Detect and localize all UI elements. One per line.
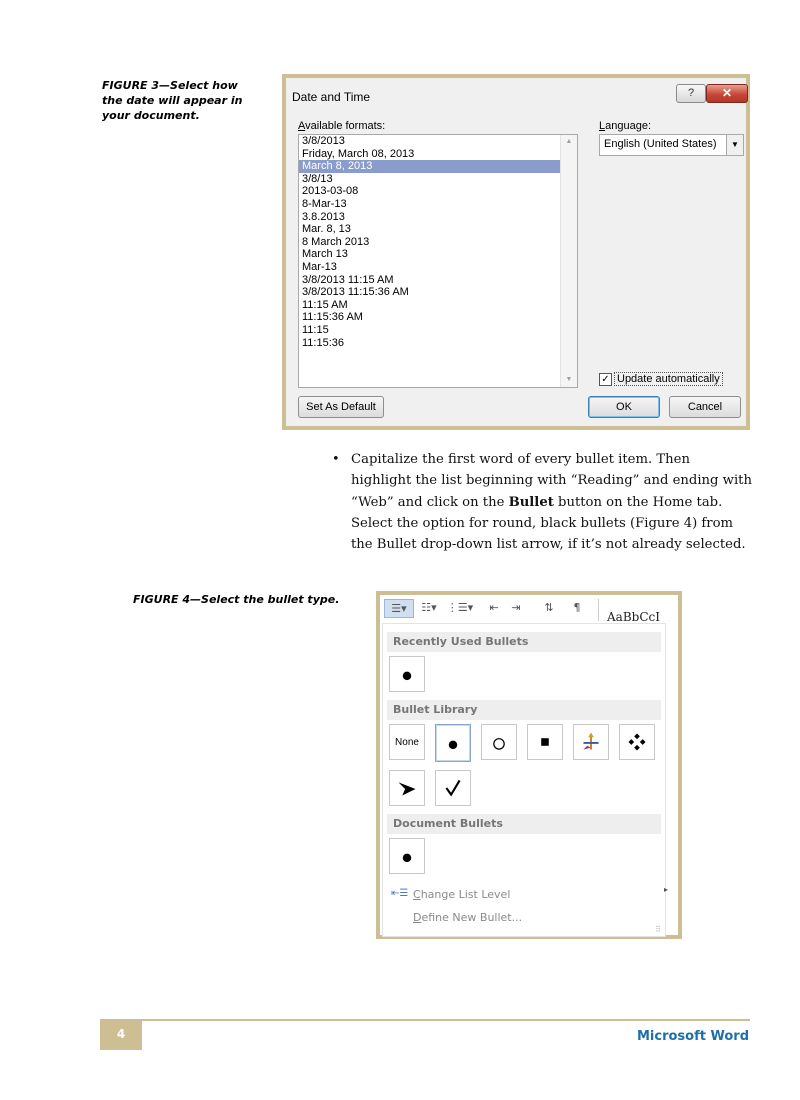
instruction-text <box>332 449 752 555</box>
hollow-circle-icon <box>482 725 516 759</box>
language-label: Language: <box>599 120 652 132</box>
increase-indent-icon[interactable]: ⇥ <box>511 601 521 614</box>
bullet-checkmark[interactable] <box>435 770 471 806</box>
define-new-bullet-item[interactable] <box>413 911 522 924</box>
format-item[interactable]: 3/8/2013 11:15:36 AM <box>302 286 409 299</box>
format-item[interactable]: Friday, March 08, 2013 <box>302 147 415 160</box>
format-item[interactable]: 11:15:36 AM <box>302 311 363 324</box>
instruction-text-part-1: Capitalize the first word of every bullet item. Then highlight the list beginning with “Reading” and ending with “Web” and click on the <box>351 452 752 510</box>
formats-scrollbar[interactable] <box>560 135 577 387</box>
none-label: None <box>395 736 419 748</box>
footer-rule <box>100 1019 750 1021</box>
resize-grip-icon[interactable]: ⠿ <box>655 925 661 934</box>
document-round-bullet[interactable] <box>389 838 425 874</box>
close-button[interactable]: ✕ <box>706 84 748 103</box>
figure-3-caption: FIGURE 3—Select how the date will appear in your document. <box>102 79 243 122</box>
format-item[interactable]: 3/8/2013 <box>302 135 345 147</box>
bullet-arrowhead[interactable] <box>389 770 425 806</box>
set-as-default-button[interactable]: Set As Default <box>298 396 384 418</box>
multilevel-list-icon[interactable]: ⋮☰▾ <box>446 601 474 614</box>
recently-used-header: Recently Used Bullets <box>387 632 661 652</box>
language-label-rest: anguage: <box>605 120 652 132</box>
pilcrow-icon[interactable]: ¶ <box>573 601 581 614</box>
format-item[interactable]: 3/8/13 <box>302 172 333 185</box>
style-preview[interactable]: AaBbCcI <box>598 599 687 621</box>
define-new-bullet-mnemonic: D <box>413 911 422 924</box>
bullet-hollow-circle[interactable] <box>481 724 517 760</box>
instruction-bullet <box>332 449 752 555</box>
format-item[interactable]: 11:15:36 <box>302 336 345 349</box>
format-item[interactable]: 8-Mar-13 <box>302 197 347 210</box>
bullet-library-header: Bullet Library <box>387 700 661 720</box>
sort-icon[interactable]: ⇅ <box>544 601 554 614</box>
change-list-level-rest: hange List Level <box>420 888 511 901</box>
submenu-arrow-icon: ▸ <box>664 885 669 894</box>
four-arrow-colour-icon <box>574 725 608 759</box>
scroll-down-icon[interactable]: ▼ <box>565 376 573 383</box>
recent-round-bullet[interactable] <box>389 656 425 692</box>
filled-circle-icon <box>390 839 424 873</box>
figure-4-frame <box>376 591 682 939</box>
available-formats-label: Available formats: <box>298 120 386 132</box>
dialog-title: Date and Time <box>292 90 371 104</box>
instruction-text-part-2: button on the Home tab. Select the option for round, black bullets (Figure 4) from the Bullet drop-down list arrow, if it’s not already selected. <box>351 494 746 553</box>
available-formats-list[interactable] <box>298 134 578 388</box>
change-list-level-item[interactable] <box>413 888 510 901</box>
document-bullets-header: Document Bullets <box>387 814 661 834</box>
format-item[interactable]: 11:15 AM <box>302 298 348 311</box>
bullet-diamonds[interactable] <box>619 724 655 760</box>
bullet-none[interactable] <box>389 724 425 760</box>
update-automatically-checkbox[interactable]: ✓ <box>599 373 612 386</box>
ok-button[interactable]: OK <box>588 396 660 418</box>
instruction-bold-bullet: Bullet <box>508 494 554 510</box>
date-time-dialog <box>286 78 746 426</box>
page-number: 4 <box>100 1019 142 1050</box>
bullets-icon[interactable]: ☰▾ <box>384 599 414 618</box>
bullet-dropdown-panel <box>382 623 669 937</box>
format-item[interactable]: 2013-03-08 <box>302 185 359 198</box>
figure-3-frame <box>282 74 750 430</box>
numbering-icon[interactable]: ☷▾ <box>421 601 437 614</box>
filled-circle-icon <box>436 725 470 761</box>
bullet-menu <box>380 595 678 935</box>
format-item[interactable]: 3/8/2013 11:15 AM <box>302 273 394 286</box>
format-item[interactable]: March 8, 2013 <box>299 160 570 173</box>
bullet-four-colour[interactable] <box>573 724 609 760</box>
footer-title: Microsoft Word <box>636 1029 749 1044</box>
language-value: English (United States) <box>604 138 717 150</box>
checkmark-icon <box>436 771 470 805</box>
scroll-up-icon[interactable]: ▲ <box>565 138 573 145</box>
format-item[interactable]: 8 March 2013 <box>302 235 370 248</box>
format-item[interactable]: 11:15 <box>302 323 329 336</box>
format-item[interactable]: Mar. 8, 13 <box>302 223 351 236</box>
chevron-down-icon[interactable]: ▼ <box>726 135 743 155</box>
bullet-mark: • <box>332 452 340 467</box>
format-item[interactable]: Mar-13 <box>302 260 337 273</box>
filled-square-icon <box>528 725 562 759</box>
change-list-level-mnemonic: C <box>413 888 421 901</box>
four-diamonds-icon <box>620 725 654 759</box>
help-button[interactable]: ? <box>676 84 706 103</box>
arrowhead-icon <box>390 771 424 805</box>
bullet-round-black[interactable] <box>435 724 471 762</box>
filled-circle-icon <box>390 657 424 691</box>
update-automatically-label: Update automatically <box>614 372 723 386</box>
language-select[interactable] <box>599 134 744 156</box>
formats-items <box>299 135 577 349</box>
cancel-button[interactable]: Cancel <box>669 396 741 418</box>
bullet-square[interactable] <box>527 724 563 760</box>
available-formats-label-rest: vailable formats: <box>305 120 386 132</box>
format-item[interactable]: 3.8.2013 <box>302 210 345 223</box>
define-new-bullet-rest: efine New Bullet... <box>421 911 523 924</box>
decrease-indent-icon[interactable]: ⇤ <box>489 601 499 614</box>
format-item[interactable]: March 13 <box>302 248 348 261</box>
paragraph-toolbar <box>380 595 600 623</box>
change-list-level-icon: ⇤☰ <box>391 888 409 899</box>
figure-4-caption: FIGURE 4—Select the bullet type. <box>133 593 340 606</box>
